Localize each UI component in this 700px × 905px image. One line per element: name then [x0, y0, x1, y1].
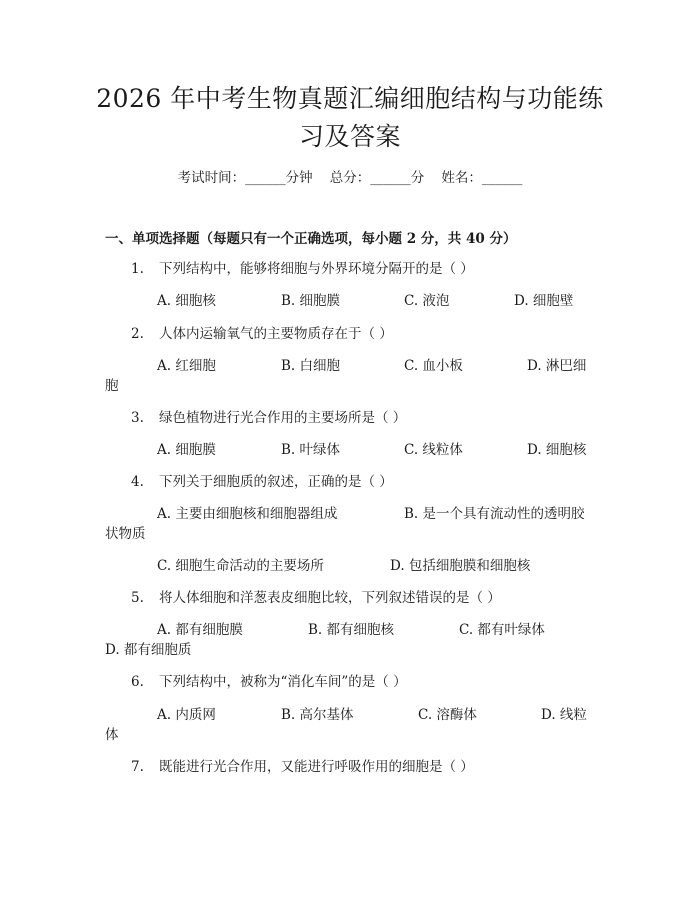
question-2 [105, 324, 595, 344]
question-5 [105, 588, 595, 608]
exam-info-line: 考试时间：______分钟 总分：______分 姓名：______ [177, 170, 523, 186]
question-6 [105, 672, 595, 692]
option-c: C. 细胞生命活动的主要场所 [157, 558, 324, 574]
option-c: C. 溶酶体 [418, 707, 477, 723]
section-heading: 一、单项选择题（每题只有一个正确选项，每小题 2 分，共 40 分） [105, 231, 517, 247]
question-number: 2. [131, 326, 144, 342]
option-b: B. 是一个具有流动性的透明胶 [404, 506, 585, 522]
option-d: D. 都有细胞质 [105, 642, 192, 658]
option-d: D. 细胞核 [527, 442, 587, 458]
question-1 [105, 259, 595, 279]
option-a: A. 红细胞 [157, 358, 216, 374]
option-d-wrap: 胞 [105, 378, 119, 394]
option-b-wrap: 状物质 [105, 526, 146, 542]
option-a: A. 内质网 [157, 707, 216, 723]
option-c: C. 血小板 [404, 358, 463, 374]
question-3 [105, 408, 595, 428]
option-d: D. 淋巴细 [527, 358, 587, 374]
question-7 [105, 757, 595, 777]
question-number: 1. [131, 261, 144, 277]
option-b: B. 细胞膜 [281, 293, 341, 309]
question-number: 4. [131, 474, 144, 490]
question-number: 7. [131, 759, 144, 775]
option-d: D. 细胞壁 [514, 293, 574, 309]
option-d: D. 包括细胞膜和细胞核 [390, 558, 531, 574]
option-d-wrap: 体 [105, 727, 119, 743]
option-b: B. 叶绿体 [281, 442, 341, 458]
question-stem: 绿色植物进行光合作用的主要场所是（ ） [159, 410, 407, 426]
option-a: A. 主要由细胞核和细胞器组成 [157, 506, 338, 522]
option-c: C. 液泡 [404, 293, 450, 309]
question-number: 6. [131, 674, 144, 690]
option-a: A. 都有细胞膜 [157, 622, 243, 638]
question-stem: 既能进行光合作用，又能进行呼吸作用的细胞是（ ） [159, 759, 474, 775]
question-4 [105, 472, 595, 492]
option-d: D. 线粒 [541, 707, 587, 723]
page-title: 2026 年中考生物真题汇编细胞结构与功能练习及答案 [96, 84, 604, 151]
option-b: B. 高尔基体 [281, 707, 354, 723]
question-stem: 人体内运输氧气的主要物质存在于（ ） [159, 326, 393, 342]
option-c: C. 都有叶绿体 [459, 622, 545, 638]
option-b: B. 白细胞 [281, 358, 341, 374]
option-b: B. 都有细胞核 [308, 622, 395, 638]
option-c: C. 线粒体 [404, 442, 463, 458]
question-stem: 下列结构中，被称为“消化车间”的是（ ） [159, 674, 407, 690]
question-number: 5. [131, 590, 144, 606]
option-a: A. 细胞膜 [157, 442, 216, 458]
question-number: 3. [131, 410, 144, 426]
question-stem: 下列结构中，能够将细胞与外界环境分隔开的是（ ） [159, 261, 474, 277]
question-stem: 将人体细胞和洋葱表皮细胞比较，下列叙述错误的是（ ） [159, 590, 501, 606]
question-stem: 下列关于细胞质的叙述，正确的是（ ） [159, 474, 393, 490]
option-a: A. 细胞核 [157, 293, 216, 309]
